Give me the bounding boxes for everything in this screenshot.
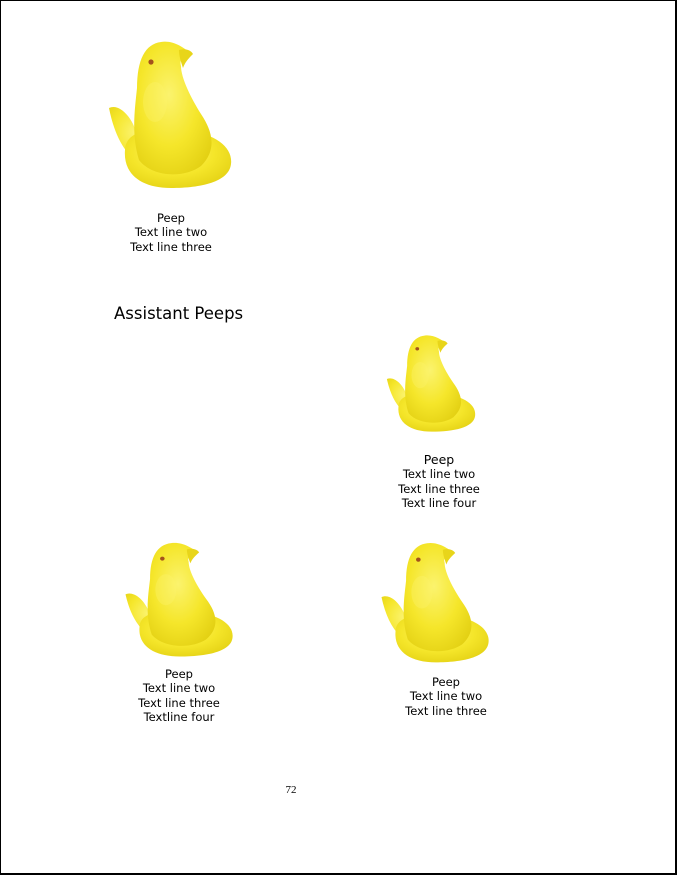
caption-line: Text line three (405, 703, 487, 718)
caption-line: Text line two (402, 467, 476, 482)
page-number: 72 (285, 784, 297, 796)
caption-line: Text line three (398, 481, 480, 496)
caption-line: Text line two (409, 689, 483, 704)
caption-line: Peep (157, 211, 185, 225)
peep-caption-top (101, 211, 241, 254)
caption-line: Text line three (130, 239, 212, 254)
peep-image-assistant-2 (122, 540, 236, 658)
caption-line: Text line two (134, 225, 208, 240)
peep-image-top (105, 38, 235, 190)
caption-line: Peep (432, 675, 460, 689)
caption-line: Textline four (143, 709, 215, 724)
peep-image-assistant-1 (384, 333, 478, 433)
section-heading: Assistant Peeps (114, 304, 244, 323)
peep-image-assistant-3 (378, 540, 492, 664)
caption-line: Peep (423, 452, 455, 467)
caption-line: Text line four (401, 495, 477, 510)
caption-line: Text line two (142, 681, 216, 696)
caption-line: Peep (165, 667, 193, 681)
peep-caption-assistant-2 (109, 667, 249, 724)
caption-line: Text line three (138, 695, 220, 710)
peep-caption-assistant-3 (376, 675, 516, 718)
peep-caption-assistant-1 (369, 453, 509, 510)
